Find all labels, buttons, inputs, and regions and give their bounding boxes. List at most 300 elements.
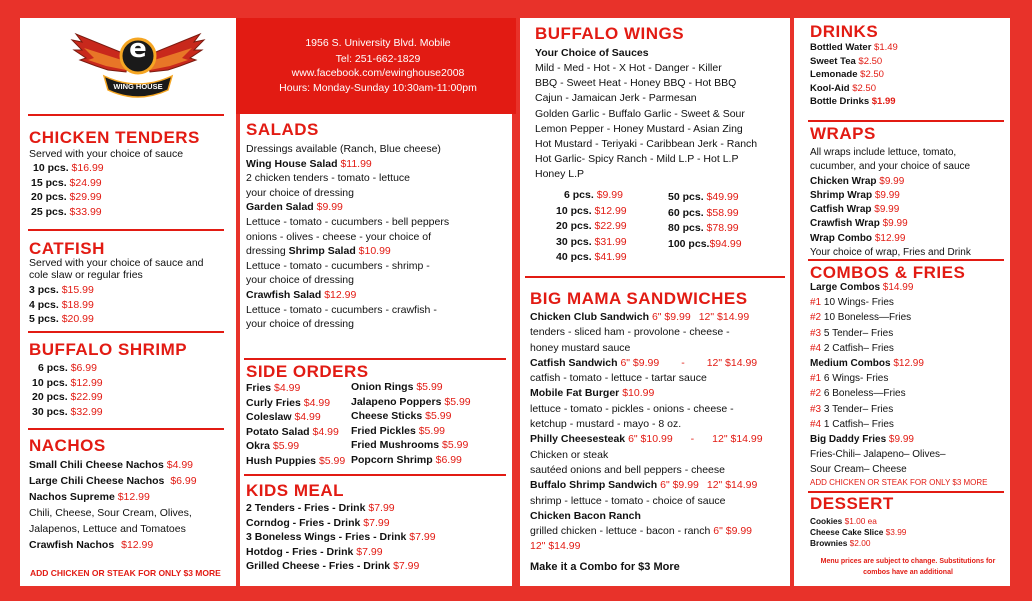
item-desc: Lettuce - tomato - cucumbers - bell peppers: [246, 215, 450, 228]
menu-item: [668, 206, 742, 222]
section-title-side-orders: SIDE ORDERS: [246, 362, 369, 381]
price-notice-line-1: Menu prices are subject to change. Substitutions for: [820, 558, 996, 565]
combo-option: [810, 417, 946, 432]
menu-item: [810, 356, 946, 371]
combo-text: 10 Boneless—Fries: [821, 312, 912, 324]
menu-item: [246, 410, 345, 425]
combo-option: [810, 326, 946, 341]
item-price: $5.99: [418, 424, 445, 437]
website: www.facebook.com/ewinghouse2008: [291, 67, 465, 79]
item-name: 3 Boneless Wings: [246, 531, 336, 544]
item-name: Philly Cheesesteak: [530, 433, 626, 446]
side-orders-right: [351, 380, 471, 468]
wing-house-logo: [68, 26, 208, 104]
item-desc: Sour Cream– Cheese: [810, 464, 907, 476]
item-price: $9.99: [874, 204, 900, 216]
menu-item: [246, 244, 449, 259]
item-desc: Chicken or steak: [530, 448, 609, 461]
item-price: $5.99: [444, 395, 471, 408]
phone: Tel: 251-662-1829: [335, 53, 421, 65]
menu-item: [556, 235, 627, 251]
sauce-line: BBQ - Sweet Heat - Honey BBQ - Hot BBQ: [535, 77, 737, 90]
item-name: 25 pcs.: [31, 205, 67, 218]
item-price: $22.99: [594, 220, 627, 232]
divider: [28, 331, 224, 333]
item-drink: Drink: [338, 502, 366, 514]
item-desc: lettuce - tomato - pickles - onions - cheese -: [530, 402, 734, 415]
item-name: 4 pcs.: [29, 298, 59, 311]
item-name: Crawfish Salad: [246, 288, 322, 301]
menu-item: [29, 312, 94, 327]
drinks-list: [810, 41, 898, 109]
menu-item: [246, 516, 436, 531]
menu-item: [810, 527, 906, 538]
combo-upsell: Make it a Combo for $3 More: [530, 561, 680, 573]
item-price: $9.99: [596, 189, 623, 201]
combo-text: 10 Wings- Fries: [821, 297, 894, 309]
menu-item: [246, 439, 345, 454]
item-price: $4.99: [303, 396, 331, 409]
menu-item: [38, 361, 103, 376]
menu-item: [29, 457, 197, 473]
item-price: $20.99: [61, 313, 94, 326]
item-name: 30 pcs.: [556, 235, 592, 248]
item-name: 10 pcs.: [556, 204, 592, 217]
item-desc: shrimp - lettuce - tomato - choice of sauce: [530, 494, 726, 507]
item-price: $5.99: [272, 440, 300, 453]
item-name: Jalapeno Poppers: [351, 395, 442, 408]
menu-item: [29, 489, 197, 505]
item-desc: [530, 524, 763, 539]
item-price: $6.99: [70, 362, 97, 374]
section-title-kids-meal: KIDS MEAL: [246, 481, 344, 500]
item-desc: dressing: [246, 245, 286, 258]
item-price: $24.99: [69, 176, 102, 189]
combo-option: [810, 310, 946, 325]
menu-item: [32, 390, 103, 405]
item-price-12: 12" $14.99: [530, 540, 581, 553]
menu-item: [810, 232, 971, 246]
item-price-6: 6" $9.99: [651, 311, 691, 323]
item-price: $22.99: [70, 391, 103, 404]
price-notice-line-2: combos have an additional: [863, 569, 953, 576]
item-price: $5.99: [425, 410, 452, 423]
item-desc: your choice of dressing: [246, 186, 354, 199]
item-sep: - Fries -: [282, 545, 327, 558]
item-name: Cookies: [810, 516, 843, 526]
combo-number: #3: [810, 327, 822, 339]
menu-item: [668, 237, 742, 253]
catfish-note-1: Served with your choice of sauce and: [29, 257, 204, 269]
menu-item: [556, 219, 627, 235]
menu-item: [351, 453, 471, 468]
item-price: $9.99: [874, 189, 900, 201]
item-price: $29.99: [69, 191, 102, 204]
item-price: $9.99: [879, 175, 905, 187]
combo-number: #2: [810, 312, 822, 324]
item-price: $9.99: [888, 434, 914, 446]
item-name: Catfish Sandwich: [530, 356, 618, 369]
column-4: [794, 18, 1010, 586]
combo-text: 2 Catfish– Fries: [821, 342, 894, 354]
item-price: $7.99: [393, 560, 420, 573]
item-price: $2.50: [852, 82, 876, 94]
menu-item: [810, 189, 971, 203]
item-price: $5.99: [442, 439, 469, 452]
item-desc: Fries-Chili– Jalapeno– Olives–: [810, 449, 946, 461]
item-desc: honey mustard sauce: [530, 341, 631, 354]
combo-text: 5 Tender– Fries: [821, 327, 894, 339]
item-desc-text: grilled chicken - lettuce - bacon - ranch: [530, 525, 711, 538]
menu-item: [246, 530, 436, 545]
item-price: $10.99: [358, 245, 391, 258]
menu-item: [810, 432, 946, 447]
item-price: $12.99: [594, 204, 627, 217]
nachos-list: [29, 457, 197, 553]
section-title-drinks: DRINKS: [810, 22, 879, 41]
wings-left: [556, 188, 627, 266]
item-name: 10 pcs.: [32, 376, 68, 389]
item-price: $16.99: [71, 162, 104, 174]
menu-item: [564, 188, 627, 204]
hours: Hours: Monday-Sunday 10:30am-11:00pm: [279, 82, 477, 94]
item-price: $7.99: [356, 545, 383, 558]
combo-number: #1: [810, 373, 822, 385]
menu-item: [810, 538, 906, 549]
combo-number: #1: [810, 297, 822, 309]
item-sep: - Fries -: [289, 516, 334, 529]
item-name: Potato Salad: [246, 425, 310, 438]
combo-text: 6 Wings- Fries: [821, 373, 889, 385]
menu-item: [246, 454, 345, 469]
section-title-nachos: NACHOS: [29, 436, 106, 455]
item-name: Bottled Water: [810, 42, 872, 53]
item-price: $78.99: [706, 222, 739, 234]
item-desc: tenders - sliced ham - provolone - cheese -: [530, 326, 730, 339]
item-price: $6.99: [435, 453, 462, 466]
item-price: $12.99: [324, 288, 357, 301]
divider: [525, 276, 785, 278]
item-desc: your choice of dressing: [246, 318, 354, 331]
item-price: $33.99: [69, 205, 102, 218]
item-price: $1.49: [874, 42, 898, 53]
item-price: $2.00: [849, 538, 871, 548]
kids-meal-list: [246, 501, 436, 574]
menu-item: [351, 424, 471, 439]
item-price: $9.99: [882, 218, 908, 230]
menu-item: [810, 203, 971, 217]
item-name: Grilled Cheese: [246, 560, 320, 573]
menu-item: [810, 68, 898, 82]
menu-item: [556, 250, 627, 266]
item-desc: Lettuce - tomato - cucumbers - shrimp -: [246, 259, 430, 272]
combo-text: 6 Boneless—Fries: [821, 388, 906, 400]
item-name: Brownies: [810, 538, 848, 548]
menu-item: [31, 205, 104, 220]
item-price: $7.99: [409, 531, 436, 544]
item-price: $5.99: [318, 454, 346, 467]
item-name: Kool-Aid: [810, 82, 850, 94]
menu-item: [32, 376, 103, 391]
sauce-list: [535, 61, 757, 183]
combos-list: [810, 280, 946, 478]
menu-item: [810, 217, 971, 231]
item-drink: Drink: [363, 560, 391, 573]
item-name: 6 pcs.: [564, 189, 594, 201]
address: 1956 S. University Blvd. Mobile: [305, 37, 451, 49]
item-price: $4.99: [166, 459, 194, 471]
item-name: Garden Salad: [246, 201, 314, 214]
item-price: $12.99: [121, 539, 154, 551]
item-price: $32.99: [70, 405, 103, 418]
item-desc: ketchup - mustard - mayo - 8 oz.: [530, 418, 682, 431]
item-name: Onion Rings: [351, 381, 414, 393]
sauce-line: Cajun - Jamaican Jerk - Parmesan: [535, 92, 697, 105]
combo-number: #3: [810, 403, 822, 415]
chicken-tenders-list: [33, 161, 104, 219]
item-price-6: 6" $9.99: [620, 356, 660, 369]
item-price: $94.99: [709, 237, 742, 250]
divider: [808, 491, 1004, 493]
divider: [244, 358, 506, 360]
menu-item: [810, 55, 898, 69]
item-desc: your choice of dressing: [246, 274, 354, 287]
combo-option: [810, 386, 946, 401]
menu-item: [246, 425, 345, 440]
item-price: $18.99: [61, 298, 94, 311]
item-name: Chicken Club Sandwich: [530, 311, 650, 323]
logo-text: WING HOUSE: [113, 82, 163, 91]
item-price: $49.99: [706, 191, 739, 203]
item-name: Curly Fries: [246, 396, 301, 409]
item-desc: catfish - tomato - lettuce - tartar sauce: [530, 372, 707, 385]
menu-item: [351, 395, 471, 410]
dessert-list: [810, 516, 906, 549]
menu-item: [246, 501, 436, 516]
item-name: Hush Puppies: [246, 454, 317, 467]
combo-option: [810, 295, 946, 310]
menu-item: [810, 175, 971, 189]
catfish-list: [29, 283, 94, 327]
nachos-desc-2: Jalapenos, Lettuce and Tomatoes: [29, 523, 186, 535]
menu-item: [351, 380, 471, 395]
item-price: $11.99: [340, 157, 372, 170]
item-name: 50 pcs.: [668, 191, 704, 203]
item-name: Sweet Tea: [810, 55, 856, 67]
item-name: Large Chili Cheese Nachos: [29, 475, 165, 487]
menu-item: [246, 200, 449, 215]
item-price: $1.00 ea: [844, 516, 877, 526]
item-name: 20 pcs.: [556, 220, 592, 232]
item-price: $12.99: [70, 376, 103, 389]
item-price: $3.99: [885, 527, 907, 537]
item-desc: sautéed onions and bell peppers - cheese: [530, 463, 725, 476]
nachos-footer: ADD CHICKEN OR STEAK FOR ONLY $3 MORE: [30, 568, 221, 578]
item-name: Crawfish Nachos: [29, 539, 115, 551]
menu-item: [29, 473, 197, 489]
item-price: $7.99: [363, 516, 390, 529]
item-price: $58.99: [706, 206, 739, 219]
item-name: 30 pcs.: [32, 405, 68, 418]
item-desc: onions - olives - cheese - your choice of: [246, 230, 432, 243]
item-name: Cheese Sticks: [351, 410, 423, 423]
menu-item: [668, 190, 742, 206]
item-price-12: 12" $14.99: [706, 356, 758, 369]
combo-option: [810, 402, 946, 417]
side-orders-left: [246, 381, 345, 469]
menu-item: [530, 478, 763, 493]
wraps-list: [810, 146, 971, 260]
item-price-6: 6" $10.99: [628, 433, 673, 446]
item-name: Big Daddy Fries: [810, 434, 887, 446]
menu-item: [351, 438, 471, 453]
section-title-dessert: DESSERT: [810, 494, 894, 513]
menu-item: [246, 559, 436, 574]
wraps-footer: Your choice of wrap, Fries and Drink: [810, 247, 971, 259]
item-name: Corndog: [246, 516, 290, 529]
item-price: $4.99: [312, 425, 339, 438]
item-name: Popcorn Shrimp: [351, 453, 433, 466]
combo-number: #4: [810, 342, 822, 354]
catfish-note-2: cole slaw or regular fries: [29, 269, 143, 281]
divider: [28, 114, 224, 116]
menu-item: [33, 161, 104, 176]
item-drink: Drink: [326, 545, 354, 558]
item-price: $2.50: [860, 69, 884, 80]
menu-item: [530, 356, 763, 371]
item-price: $31.99: [594, 235, 627, 248]
item-price: $2.50: [858, 55, 883, 67]
item-price: $6.99: [170, 475, 197, 487]
item-name: 3 pcs.: [29, 284, 59, 296]
sauce-line: Lemon Pepper - Honey Mustard - Asian Zing: [535, 122, 743, 135]
item-name: Buffalo Shrimp Sandwich: [530, 479, 658, 492]
item-price-12: 12" $14.99: [706, 479, 758, 492]
item-price: $41.99: [594, 251, 627, 263]
item-price: $5.99: [416, 381, 443, 393]
menu-item: [530, 310, 763, 325]
menu-item: [246, 157, 449, 172]
column-1: [20, 18, 236, 586]
salads-dressings: Dressings available (Ranch, Blue cheese): [246, 143, 441, 155]
item-name: Wrap Combo: [810, 232, 873, 244]
column-3: [520, 18, 790, 586]
logo-letter: e: [129, 34, 147, 64]
item-name: Mobile Fat Burger: [530, 387, 620, 400]
item-name: Nachos Supreme: [29, 491, 115, 503]
item-name: Fried Mushrooms: [351, 439, 440, 452]
item-name: 15 pcs.: [31, 176, 67, 189]
menu-item: [530, 386, 763, 401]
item-name: 80 pcs.: [668, 222, 704, 234]
section-title-buffalo-shrimp: BUFFALO SHRIMP: [29, 340, 188, 359]
menu-item: [29, 283, 94, 298]
combo-number: #2: [810, 388, 822, 400]
item-price: $10.99: [622, 387, 655, 400]
item-name: Lemonade: [810, 69, 858, 80]
item-price: $7.99: [368, 502, 395, 514]
item-price: $15.99: [61, 284, 94, 296]
price-notice: [810, 556, 1006, 578]
item-name: Shrimp Wrap: [810, 189, 873, 201]
item-price: $12.99: [117, 491, 150, 503]
item-name: Large Combos: [810, 282, 881, 293]
info-header: [236, 18, 516, 114]
item-sep: - Fries -: [335, 531, 380, 544]
menu-item: [810, 82, 898, 96]
menu-item: [810, 41, 898, 55]
salads-list: [246, 142, 449, 332]
menu-item: [246, 396, 345, 411]
nachos-desc-1: Chili, Cheese, Sour Cream, Olives,: [29, 507, 192, 519]
divider: [808, 259, 1004, 261]
combo-option: [810, 371, 946, 386]
item-price: $9.99: [316, 201, 343, 214]
menu-item: [246, 381, 345, 396]
section-title-combos: COMBOS & FRIES: [810, 263, 966, 282]
item-price: $4.99: [274, 382, 301, 394]
divider: [244, 474, 506, 476]
wraps-note-2: cucumber, and your choice of sauce: [810, 161, 971, 173]
section-title-catfish: CATFISH: [29, 239, 105, 258]
item-name: 20 pcs.: [32, 391, 68, 404]
item-price-6: 6" $9.99: [713, 525, 753, 538]
item-price-6: 6" $9.99: [660, 479, 699, 492]
price-separator: -: [690, 433, 695, 446]
item-name: 20 pcs.: [31, 191, 67, 204]
item-name: 10 pcs.: [33, 162, 69, 174]
item-sep: - Fries -: [294, 502, 339, 514]
menu-item: [29, 537, 197, 553]
price-separator: -: [681, 356, 685, 369]
item-name: Bottle Drinks: [810, 96, 870, 107]
item-drink: Drink: [379, 531, 407, 544]
item-name: 60 pcs.: [668, 206, 704, 219]
item-price: $14.99: [882, 282, 914, 293]
menu-item: [31, 176, 104, 191]
item-name: 100 pcs.: [668, 237, 710, 250]
menu-item: [556, 204, 627, 220]
item-price: $1.99: [871, 96, 896, 107]
item-name: Fries: [246, 382, 272, 394]
combo-text: 1 Catfish– Fries: [821, 418, 894, 430]
item-name: Chicken Bacon Ranch: [530, 509, 641, 522]
item-name: Chicken Wrap: [810, 175, 877, 187]
menu-item: [810, 516, 906, 527]
item-desc: Lettuce - tomato - cucumbers - crawfish -: [246, 303, 437, 316]
wraps-note-1: All wraps include lettuce, tomato,: [810, 147, 957, 158]
item-name: 2 Tenders: [246, 502, 295, 514]
sauce-line: Hot Mustard - Teriyaki - Caribbean Jerk - Ranch: [535, 138, 758, 151]
sauce-line: Hot Garlic- Spicy Ranch - Mild L.P - Hot L.P: [535, 153, 739, 166]
buffalo-shrimp-list: [32, 361, 103, 419]
item-price-12: 12" $14.99: [712, 433, 763, 446]
item-name: Cheese Cake Slice: [810, 527, 884, 537]
divider: [28, 229, 224, 231]
item-price: $12.99: [893, 358, 924, 370]
sauce-line: Golden Garlic - Buffalo Garlic - Sweet & Sour: [535, 107, 745, 120]
wings-right: [668, 190, 742, 252]
item-price: $12.99: [874, 232, 906, 244]
combo-option: [810, 341, 946, 356]
section-title-big-mama: BIG MAMA SANDWICHES: [530, 289, 748, 308]
divider: [28, 428, 224, 430]
sauces-title: Your Choice of Sauces: [535, 47, 649, 59]
menu-item: [530, 509, 763, 524]
chicken-tenders-note: Served with your choice of sauce: [29, 148, 184, 160]
section-title-salads: SALADS: [246, 120, 319, 139]
section-title-chicken-tenders: CHICKEN TENDERS: [29, 128, 200, 147]
